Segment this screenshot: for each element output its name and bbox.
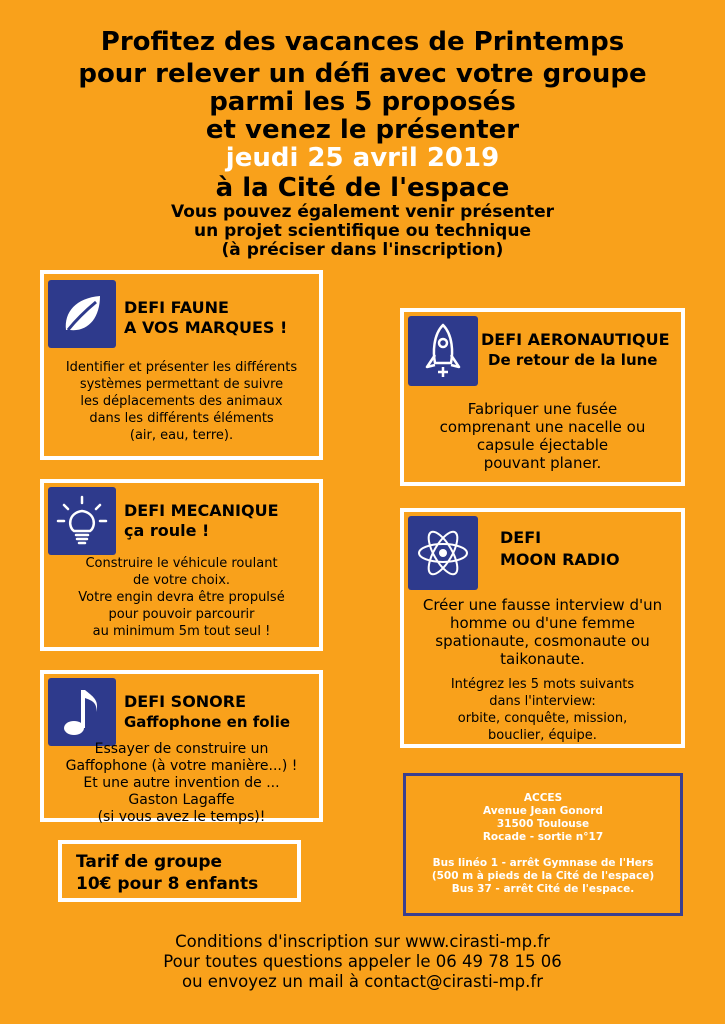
rocket-icon <box>408 316 478 386</box>
challenge-subtitle-faune: A VOS MARQUES ! <box>124 318 288 337</box>
access-bus-line-3: Bus 37 - arrêt Cité de l'espace. <box>451 883 635 895</box>
lightbulb-icon <box>48 487 116 555</box>
access-address-line-3: Rocade - sortie n°17 <box>482 831 604 843</box>
event-date: jeudi 25 avril 2019 <box>225 143 500 173</box>
challenge-card-faune <box>40 270 323 460</box>
footer-registration: Conditions d'inscription sur www.cirasti-mp.fr <box>175 932 550 951</box>
challenge-text-sonore: Essayer de construire un Gaffophone (à votre manière...) ! Et une autre invention de ... Gaston Lagaffe (si vous avez le temps)! <box>65 741 298 825</box>
challenge-text-aeronautique: Fabriquer une fusée comprenant une nacelle ou capsule éjectable pouvant planer. <box>439 400 646 472</box>
event-place: à la Cité de l'espace <box>215 173 510 203</box>
challenge-card-radio <box>400 508 685 748</box>
access-address-line-2: 31500 Toulouse <box>496 818 590 830</box>
access-title: ACCES <box>523 792 563 804</box>
challenge-subtitle-radio: MOON RADIO <box>500 550 620 569</box>
challenge-words-radio: Intégrez les 5 mots suivants dans l'interview: orbite, conquête, mission, bouclier, équipe. <box>450 677 635 743</box>
footer-email: ou envoyez un mail à contact@cirasti-mp.fr <box>182 972 543 991</box>
challenge-text-faune: Identifier et présenter les différents systèmes permettant de suivre les déplacements des animaux dans les différents éléments (air, eau, terre). <box>65 360 298 443</box>
headline-line-1: Profitez des vacances de Printemps <box>100 27 625 57</box>
challenge-title-sonore: DEFI SONORE <box>124 692 247 711</box>
challenge-subtitle-sonore: Gaffophone en folie <box>124 713 291 731</box>
access-bus-line-1: Bus linéo 1 - arrêt Gymnase de l'Hers <box>432 857 654 869</box>
headline-line-2: pour relever un défi avec votre groupe <box>78 59 647 89</box>
music-note-icon <box>48 678 116 746</box>
atom-icon <box>408 516 478 590</box>
access-info-box <box>403 773 683 916</box>
challenge-text-mecanique: Construire le véhicule roulant de votre choix. Votre engin devra être propulsé pour pouvoir parcourir au minimum 5m tout seul ! <box>78 556 285 639</box>
challenge-card-aeronautique <box>400 308 685 486</box>
headline-line-3: parmi les 5 proposés <box>209 87 516 117</box>
challenge-title-radio: DEFI <box>500 528 542 547</box>
footer-phone: Pour toutes questions appeler le 06 49 78 15 06 <box>163 952 562 971</box>
challenge-subtitle-mecanique: ça roule ! <box>124 521 210 540</box>
headline-line-4: et venez le présenter <box>205 115 520 145</box>
leaf-icon <box>48 280 116 348</box>
challenge-card-mecanique <box>40 479 323 651</box>
subheadline-line-2: un projet scientifique ou technique <box>194 221 531 241</box>
tarif-box <box>58 840 301 902</box>
tarif-line-2: 10€ pour 8 enfants <box>76 874 259 894</box>
challenge-title-faune: DEFI FAUNE <box>124 298 229 317</box>
access-address-line-1: Avenue Jean Gonord <box>483 805 603 817</box>
challenge-card-sonore <box>40 670 323 825</box>
access-bus-line-2: (500 m à pieds de la Cité de l'espace) <box>431 870 655 882</box>
subheadline-line-3: (à préciser dans l'inscription) <box>221 240 504 260</box>
challenge-title-aeronautique: DEFI AERONAUTIQUE <box>481 330 670 349</box>
challenge-title-mecanique: DEFI MECANIQUE <box>124 501 279 520</box>
subheadline-line-1: Vous pouvez également venir présenter <box>170 202 555 222</box>
tarif-line-1: Tarif de groupe <box>76 852 223 872</box>
challenge-text-radio: Créer une fausse interview d'un homme ou d'une femme spationaute, cosmonaute ou taikonaute. <box>422 596 663 668</box>
challenge-subtitle-aeronautique: De retour de la lune <box>488 351 658 369</box>
